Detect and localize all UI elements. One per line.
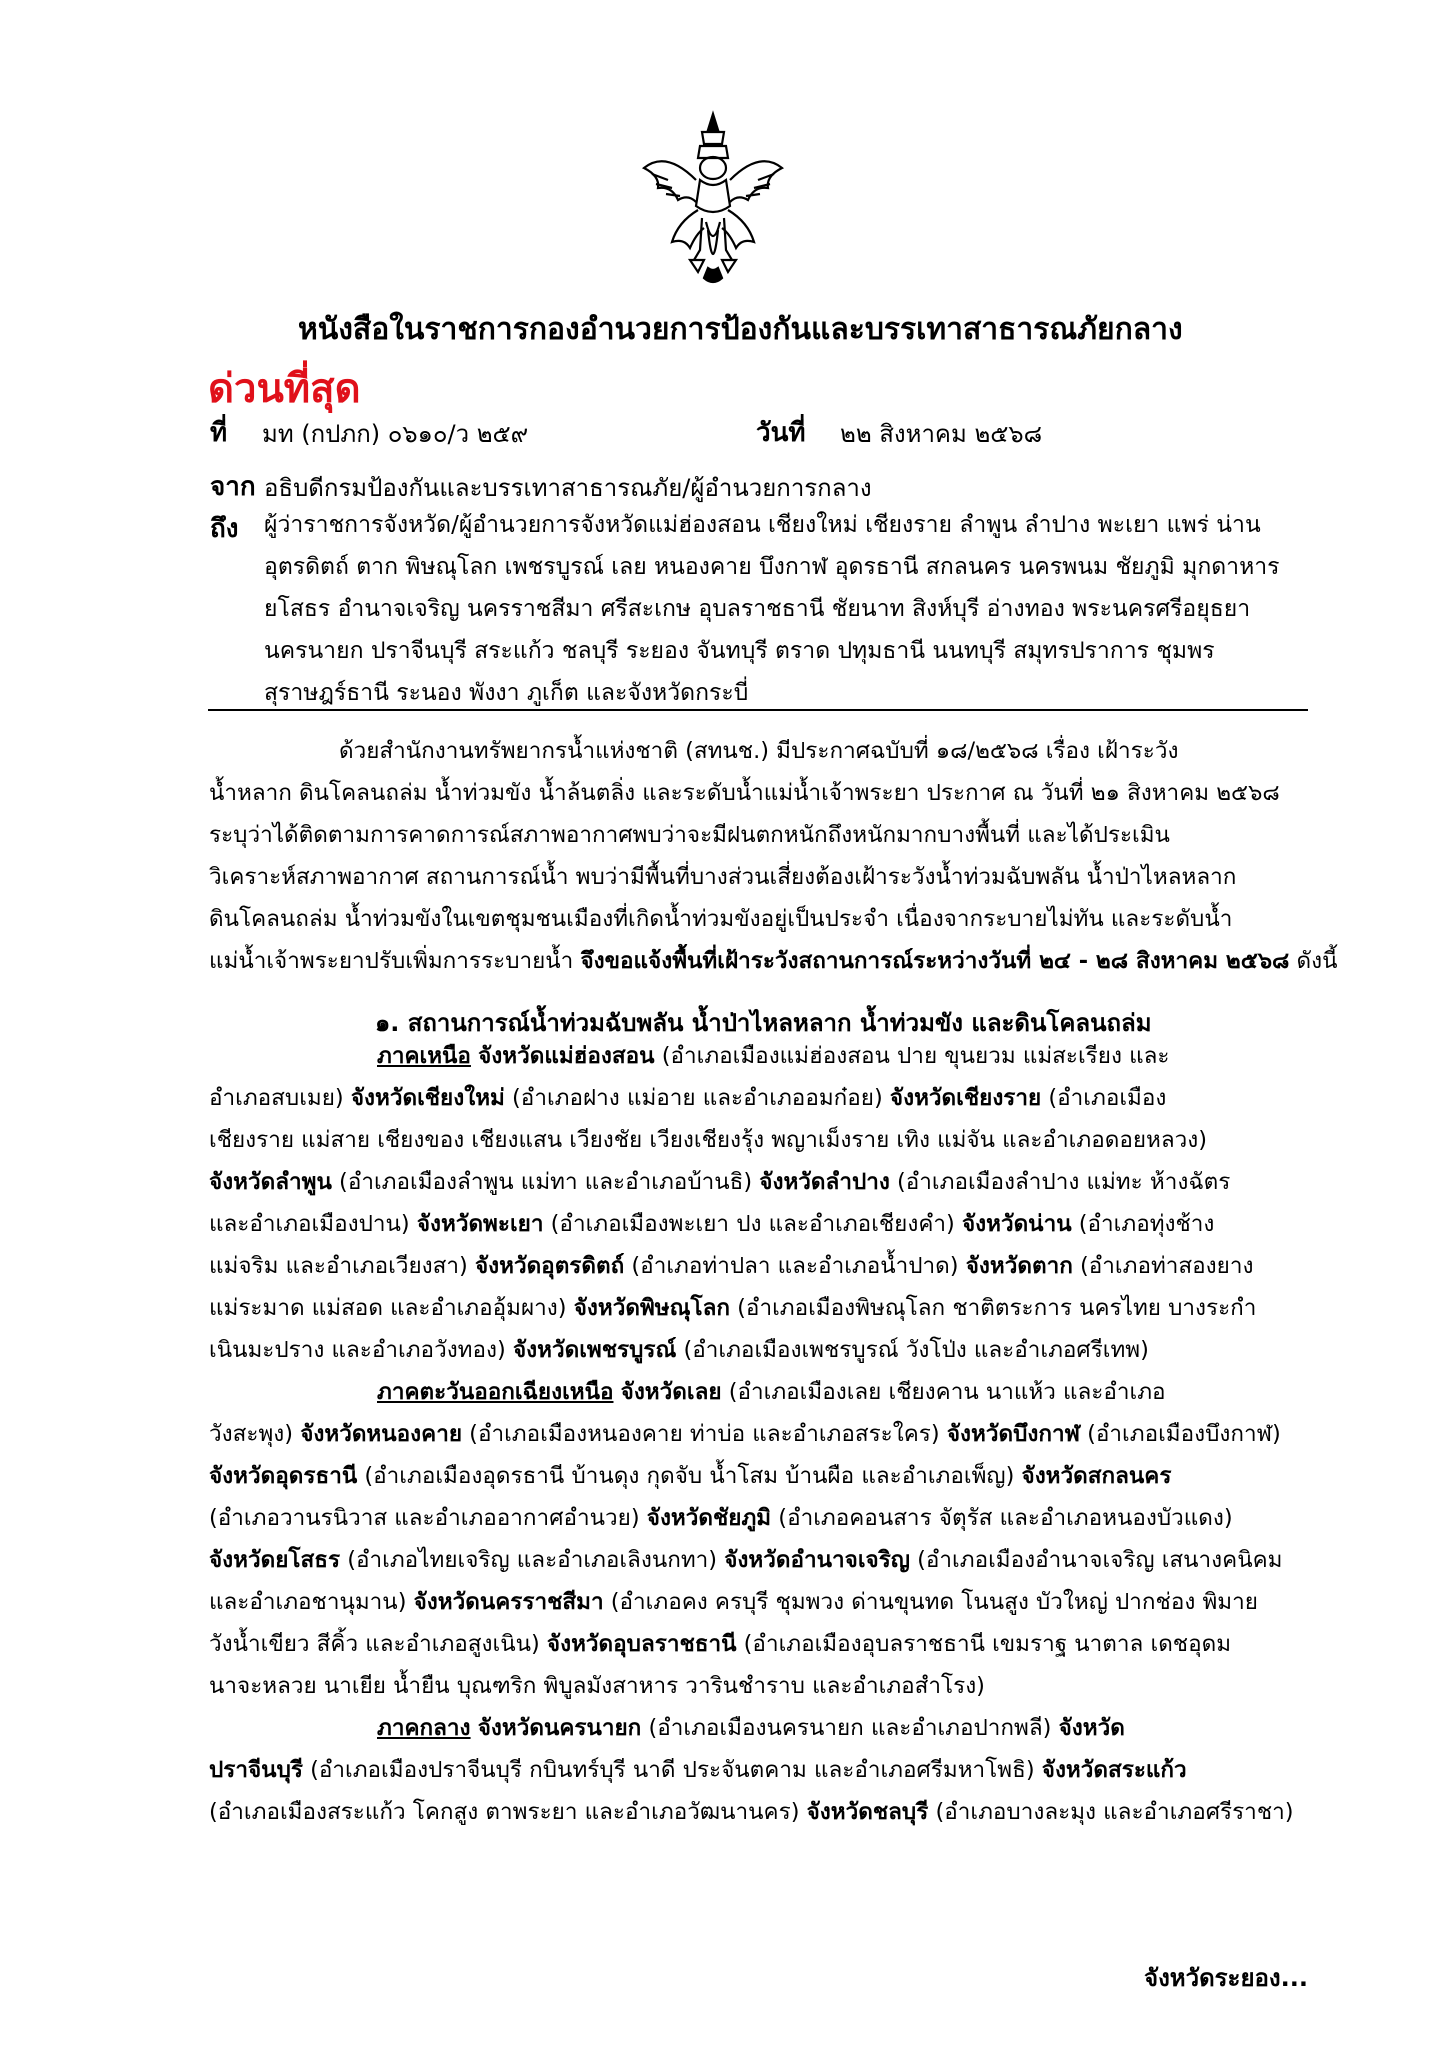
district-list: แม่ระมาด แม่สอด และอำเภออุ้มผาง) xyxy=(209,1295,574,1321)
province-name: จังหวัดพิษณุโลก xyxy=(573,1295,730,1321)
text-run: ดังนี้ xyxy=(1289,948,1338,974)
province-name: จังหวัดอุบลราชธานี xyxy=(546,1631,737,1657)
recipient-line: อุตรดิตถ์ ตาก พิษณุโลก เพชรบูรณ์ เลย หนองคาย บึงกาฬ อุดรธานี สกลนคร นครพนม ชัยภูมิ มุกดาหาร xyxy=(264,554,1280,580)
district-list: อำเภอสบเมย) xyxy=(209,1085,351,1111)
request-statement: จึงขอแจ้งพื้นที่เฝ้าระวังสถานการณ์ระหว่างวันที่ ๒๔ - ๒๘ สิงหาคม ๒๕๖๘ xyxy=(580,948,1290,974)
district-list: (อำเภอเมือง xyxy=(1041,1085,1167,1111)
district-list: (อำเภอท่าสองยาง xyxy=(1072,1253,1254,1279)
district-list: (อำเภอคง ครบุรี ชุมพวง ด่านขุนทด โนนสูง บัวใหญ่ ปากช่อง พิมาย xyxy=(603,1589,1258,1615)
from-label: จาก xyxy=(210,472,256,502)
paragraph-line xyxy=(209,1458,1309,1500)
date-value: ๒๒ สิงหาคม ๒๕๖๘ xyxy=(840,420,1043,448)
district-list: (อำเภอท่าปลา และอำเภอน้ำปาด) xyxy=(624,1253,966,1279)
district-list: (อำเภอบางละมุง และอำเภอศรีราชา) xyxy=(928,1799,1294,1825)
paragraph-line xyxy=(209,1626,1309,1668)
header-divider xyxy=(208,709,1308,711)
province-name: จังหวัดตาก xyxy=(965,1253,1073,1279)
province-name: จังหวัดสกลนคร xyxy=(1021,1463,1172,1489)
district-list: (อำเภอเมืองอุบลราชธานี เขมราฐ นาตาล เดชอุดม xyxy=(736,1631,1232,1657)
province-name: จังหวัดพะเยา xyxy=(416,1211,544,1237)
section-1-heading: ๑. สถานการณ์น้ำท่วมฉับพลัน น้ำป่าไหลหลาก น้ำท่วมขัง และดินโคลนถล่ม xyxy=(375,1009,1152,1037)
paragraph-line xyxy=(209,1164,1309,1206)
province-name: จังหวัดยโสธร xyxy=(209,1547,341,1573)
district-list: (อำเภอทุ่งช้าง xyxy=(1071,1211,1215,1237)
paragraph-line xyxy=(209,1500,1309,1542)
paragraph-line xyxy=(209,1584,1309,1626)
district-list: (อำเภอเมืองเลย เชียงคาน นาแห้ว และอำเภอ xyxy=(721,1379,1166,1405)
paragraph-line xyxy=(209,1080,1309,1122)
region-list xyxy=(209,1038,1309,1836)
province-name: จังหวัดแม่ฮ่องสอน xyxy=(478,1043,655,1069)
district-list: และอำเภอเมืองปาน) xyxy=(209,1211,417,1237)
document-title: หนังสือในราชการกองอำนวยการป้องกันและบรรเทาสาธารณภัยกลาง xyxy=(298,312,1183,347)
district-list: (อำเภอเมืองพิษณุโลก ชาติตระการ นครไทย บางระกำ xyxy=(730,1295,1257,1321)
province-name: จังหวัดลำปาง xyxy=(759,1169,890,1195)
paragraph-line xyxy=(209,1038,1309,1080)
paragraph-line: ระบุว่าได้ติดตามการคาดการณ์สภาพอากาศพบว่าจะมีฝนตกหนักถึงหนักมากบางพื้นที่ และได้ประเมิน xyxy=(209,822,1170,848)
province-name: จังหวัดเพชรบูรณ์ xyxy=(512,1337,677,1363)
garuda-emblem-icon xyxy=(638,110,788,288)
district-list: (อำเภอเมืองลำปาง แม่ทะ ห้างฉัตร xyxy=(889,1169,1231,1195)
recipient-line: สุราษฎร์ธานี ระนอง พังงา ภูเก็ต และจังหวัดกระบี่ xyxy=(264,680,749,706)
province-name: จังหวัดชลบุรี xyxy=(806,1799,929,1825)
paragraph-line xyxy=(209,1332,1309,1374)
recipient-line: ยโสธร อำนาจเจริญ นครราชสีมา ศรีสะเกษ อุบลราชธานี ชัยนาท สิงห์บุรี อ่างทอง พระนครศรีอยุธยา xyxy=(264,596,1251,622)
province-name: จังหวัดอุตรดิตถ์ xyxy=(474,1253,625,1279)
province-name: จังหวัดอุดรธานี xyxy=(209,1463,358,1489)
province-name: จังหวัดชัยภูมิ xyxy=(646,1505,772,1531)
district-list: (อำเภอคอนสาร จัตุรัส และอำเภอหนองบัวแดง) xyxy=(771,1505,1233,1531)
document-date xyxy=(756,412,1043,453)
paragraph-line xyxy=(209,1206,1309,1248)
district-list: (อำเภอเมืองสระแก้ว โคกสูง ตาพระยา และอำเภอวัฒนานคร) xyxy=(209,1799,807,1825)
province-name: จังหวัดเลย xyxy=(620,1379,722,1405)
paragraph-line xyxy=(209,1416,1309,1458)
province-name: จังหวัดเชียงใหม่ xyxy=(350,1085,505,1111)
paragraph-line: น้ำหลาก ดินโคลนถล่ม น้ำท่วมขัง น้ำล้นตลิ่ง และระดับน้ำแม่น้ำเจ้าพระยา ประกาศ ณ วันที่ ๒๑ สิงหาคม ๒๕๖๘ xyxy=(209,780,1280,806)
paragraph-line xyxy=(209,1794,1309,1836)
paragraph-line: เชียงราย แม่สาย เชียงของ เชียงแสน เวียงชัย เวียงเชียงรุ้ง พญาเม็งราย เทิง แม่จัน และอำเภอดอยหลวง) xyxy=(209,1127,1208,1153)
recipient-line: นครนายก ปราจีนบุรี สระแก้ว ชลบุรี ระยอง จันทบุรี ตราด ปทุมธานี นนทบุรี สมุทรปราการ ชุมพร xyxy=(264,638,1215,664)
recipient-line: ผู้ว่าราชการจังหวัด/ผู้อำนวยการจังหวัดแม่ฮ่องสอน เชียงใหม่ เชียงราย ลำพูน ลำปาง พะเยา แพร่ น่าน xyxy=(264,512,1261,538)
region-central-label: ภาคกลาง xyxy=(377,1715,471,1741)
intro-paragraph xyxy=(209,733,1338,985)
district-list: (อำเภอเมืองอำนาจเจริญ เสนางคนิคม xyxy=(909,1547,1283,1573)
district-list: (อำเภอเมืองปราจีนบุรี กบินทร์บุรี นาดี ประจันตคาม และอำเภอศรีมหาโพธิ) xyxy=(302,1757,1042,1783)
province-name: จังหวัดเชียงราย xyxy=(889,1085,1042,1111)
paragraph-line: นาจะหลวย นาเยีย น้ำยืน บุณฑริก พิบูลมังสาหาร วารินชำราบ และอำเภอสำโรง) xyxy=(209,1673,985,1699)
recipient-list xyxy=(264,508,1324,718)
date-label: วันที่ xyxy=(756,418,806,448)
to-label: ถึง xyxy=(210,514,239,544)
region-north-label: ภาคเหนือ xyxy=(377,1043,471,1069)
paragraph-line xyxy=(209,943,1338,985)
paragraph-line xyxy=(209,1710,1309,1752)
paragraph-line xyxy=(209,1542,1309,1584)
continued-on-next-page: จังหวัดระยอง... xyxy=(1144,1964,1308,1992)
province-name: จังหวัด xyxy=(1058,1715,1125,1741)
text-run xyxy=(613,1379,620,1405)
district-list: (อำเภอฝาง แม่อาย และอำเภออมก๋อย) xyxy=(504,1085,890,1111)
reference-label: ที่ xyxy=(210,418,228,448)
district-list: (อำเภอเมืองหนองคาย ท่าบ่อ และอำเภอสระใคร) xyxy=(462,1421,947,1447)
reference-number xyxy=(210,412,529,453)
district-list: (อำเภอวานรนิวาส และอำเภออากาศอำนวย) xyxy=(209,1505,647,1531)
province-name: จังหวัดนครราชสีมา xyxy=(413,1589,604,1615)
district-list: และอำเภอชานุมาน) xyxy=(209,1589,414,1615)
district-list: (อำเภอเมืองนครนายก และอำเภอปากพลี) xyxy=(641,1715,1059,1741)
province-name: จังหวัดอำนาจเจริญ xyxy=(724,1547,910,1573)
province-name: จังหวัดน่าน xyxy=(961,1211,1072,1237)
district-list: วังน้ำเขียว สีคิ้ว และอำเภอสูงเนิน) xyxy=(209,1631,547,1657)
paragraph-line: ด้วยสำนักงานทรัพยากรน้ำแห่งชาติ (สทนช.) มีประกาศฉบับที่ ๑๘/๒๕๖๘ เรื่อง เฝ้าระวัง xyxy=(339,738,1179,764)
district-list: (อำเภอเมืองแม่ฮ่องสอน ปาย ขุนยวม แม่สะเรียง และ xyxy=(654,1043,1170,1069)
region-northeast-label: ภาคตะวันออกเฉียงเหนือ xyxy=(377,1379,614,1405)
paragraph-line: วิเคราะห์สภาพอากาศ สถานการณ์น้ำ พบว่ามีพื้นที่บางส่วนเสี่ยงต้องเฝ้าระวังน้ำท่วมฉับพลัน น้ำป่าไหลหลาก xyxy=(209,864,1237,890)
reference-value: มท (กปภก) ๐๖๑๐/ว ๒๕๙ xyxy=(262,420,529,448)
province-name: จังหวัดนครนายก xyxy=(477,1715,642,1741)
from-value: อธิบดีกรมป้องกันและบรรเทาสาธารณภัย/ผู้อำนวยการกลาง xyxy=(264,474,872,502)
paragraph-line: ดินโคลนถล่ม น้ำท่วมขังในเขตชุมชนเมืองที่เกิดน้ำท่วมขังอยู่เป็นประจำ เนื่องจากระบายไม่ทัน และระดับน้ำ xyxy=(209,906,1233,932)
district-list: เนินมะปราง และอำเภอวังทอง) xyxy=(209,1337,513,1363)
province-name: จังหวัดบึงกาฬ xyxy=(946,1421,1080,1447)
province-name: จังหวัดสระแก้ว xyxy=(1041,1757,1187,1783)
district-list: แม่จริม และอำเภอเวียงสา) xyxy=(209,1253,475,1279)
district-list: (อำเภอไทยเจริญ และอำเภอเลิงนกทา) xyxy=(340,1547,725,1573)
paragraph-line xyxy=(209,1248,1309,1290)
paragraph-line xyxy=(209,1752,1309,1794)
paragraph-line xyxy=(209,1374,1309,1416)
from-line xyxy=(210,466,872,507)
district-list: (อำเภอเมืองบึงกาฬ) xyxy=(1079,1421,1281,1447)
district-list: (อำเภอเมืองอุดรธานี บ้านดุง กุดจับ น้ำโสม บ้านผือ และอำเภอเพ็ญ) xyxy=(357,1463,1022,1489)
district-list: วังสะพุง) xyxy=(209,1421,301,1447)
district-list: (อำเภอเมืองพะเยา ปง และอำเภอเชียงคำ) xyxy=(543,1211,962,1237)
province-name: จังหวัดลำพูน xyxy=(209,1169,332,1195)
province-name: จังหวัดหนองคาย xyxy=(300,1421,463,1447)
province-name: ปราจีนบุรี xyxy=(209,1757,303,1783)
district-list: (อำเภอเมืองเพชรบูรณ์ วังโป่ง และอำเภอศรีเทพ) xyxy=(676,1337,1149,1363)
urgency-label: ด่วนที่สุด xyxy=(208,366,361,412)
text-run: แม่น้ำเจ้าพระยาปรับเพิ่มการระบายน้ำ xyxy=(209,948,581,974)
district-list: (อำเภอเมืองลำพูน แม่ทา และอำเภอบ้านธิ) xyxy=(331,1169,760,1195)
paragraph-line xyxy=(209,1290,1309,1332)
text-run xyxy=(471,1715,478,1741)
